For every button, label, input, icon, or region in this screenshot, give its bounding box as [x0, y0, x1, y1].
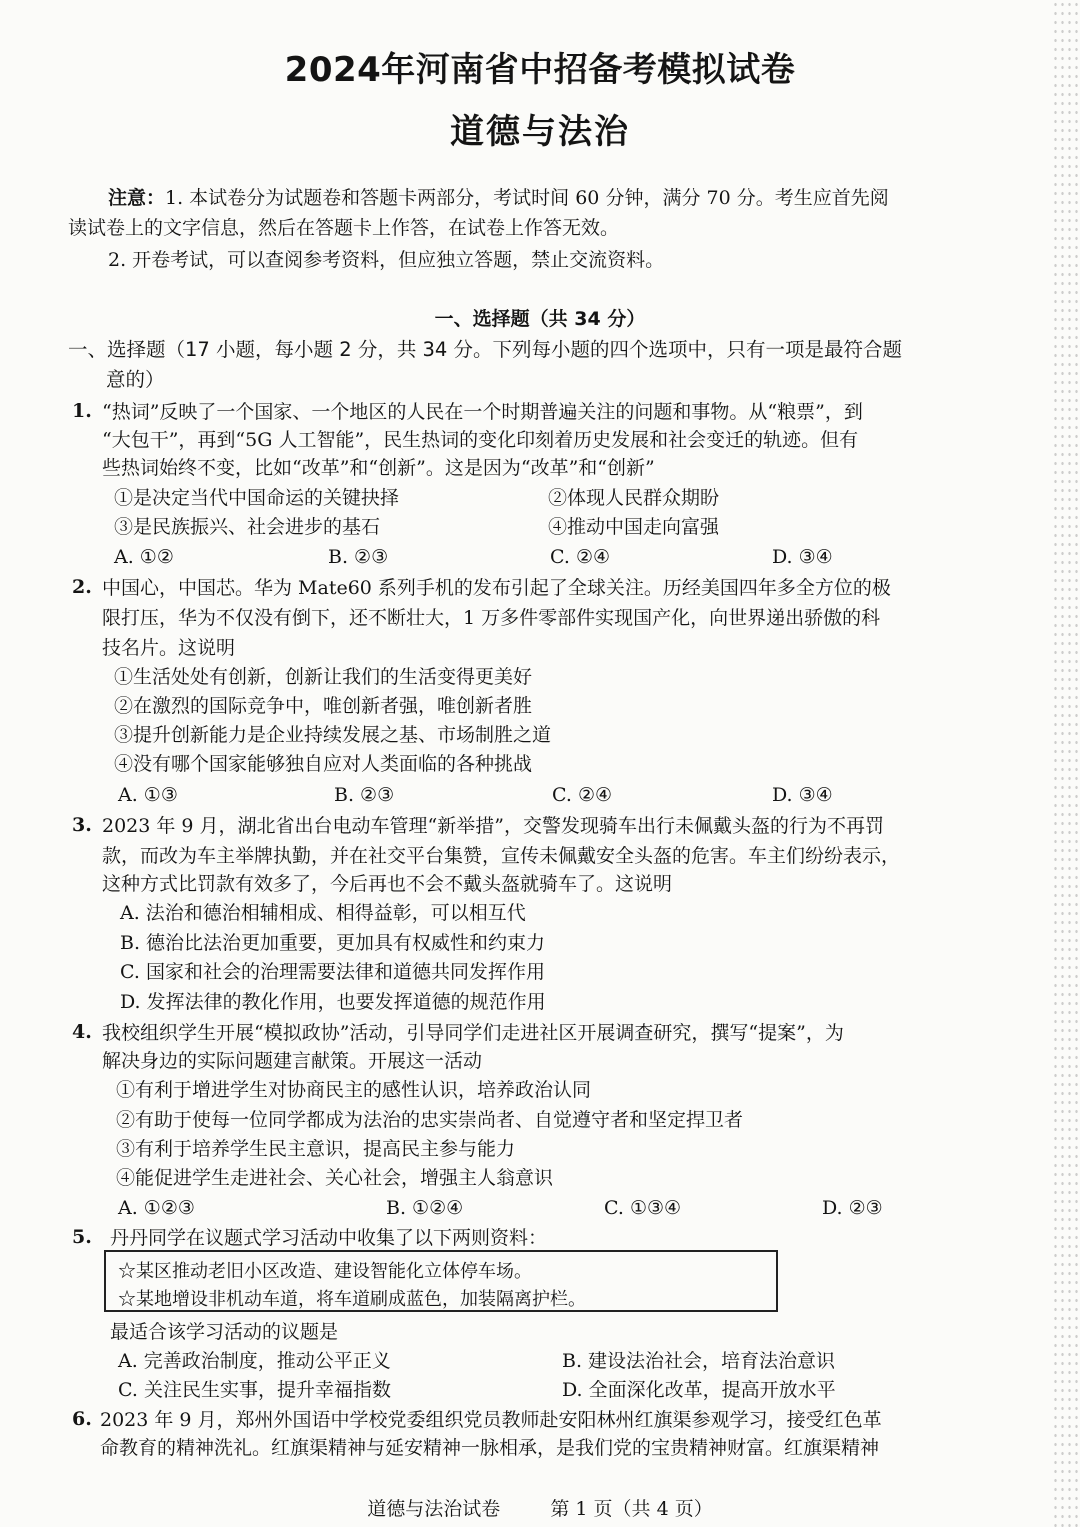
- choice: A. ①②: [114, 546, 174, 568]
- statement: ④推动中国走向富强: [548, 516, 720, 538]
- material-item: ☆某地增设非机动车道，将车道刷成蓝色，加装隔离护栏。: [118, 1289, 586, 1310]
- statement: ③有利于培养学生民主意识，提高民主参与能力: [116, 1138, 516, 1160]
- choice: A. ①③: [118, 784, 178, 806]
- choice: B. ①②④: [386, 1197, 464, 1219]
- question-1-line: “热词”反映了一个国家、一个地区的人民在一个时期普遍关注的问题和事物。从“粮票”，到: [102, 401, 863, 423]
- question-number: 2.: [72, 576, 92, 598]
- question-number: 4.: [72, 1021, 92, 1043]
- choice: C. ②④: [550, 546, 611, 568]
- notice-line-1: [108, 186, 889, 210]
- statement: ②体现人民群众期盼: [548, 487, 720, 509]
- question-1-line: 些热词始终不变，比如“改革”和“创新”。这是因为“改革”和“创新”: [102, 457, 655, 479]
- choice: A. ①②③: [118, 1197, 195, 1219]
- statement: ①有利于增进学生对协商民主的感性认识，培养政治认同: [116, 1079, 592, 1101]
- notice-line-2: 读试卷上的文字信息，然后在答题卡上作答，在试卷上作答无效。: [68, 217, 620, 239]
- footer-page-number: 第 1 页（共 4 页）: [550, 1498, 713, 1520]
- statement: ①是决定当代中国命运的关键抉择: [114, 487, 400, 509]
- statement: ③提升创新能力是企业持续发展之基、市场制胜之道: [114, 724, 552, 746]
- question-4-line: 解决身边的实际问题建言献策。开展这一活动: [102, 1050, 483, 1072]
- question-number: 6.: [72, 1408, 92, 1430]
- footer-subject: 道德与法治试卷: [367, 1498, 501, 1520]
- question-5-line: 丹丹同学在议题式学习活动中收集了以下两则资料：: [110, 1227, 548, 1249]
- question-3-line: 款，而改为车主举牌执勤，并在社交平台集赞，宣传未佩戴安全头盔的危害。车主们纷纷表示，: [102, 845, 901, 867]
- choice: A. 法治和德治相辅相成、相得益彰，可以相互代: [120, 902, 526, 924]
- question-number: 3.: [72, 814, 92, 836]
- choice: C. ①③④: [604, 1197, 682, 1219]
- question-4-line: 我校组织学生开展“模拟政协”活动，引导同学们走进社区开展调查研究，撰写“提案”，为: [102, 1022, 844, 1044]
- choice: D. 全面深化改革，提高开放水平: [562, 1379, 836, 1401]
- question-3-line: 2023 年 9 月，湖北省出台电动车管理“新举措”，交警发现骑车出行未佩戴头盔的行为不再罚: [102, 815, 884, 837]
- section-heading: 一、选择题（共 34 分）: [434, 308, 646, 330]
- material-box: [104, 1250, 778, 1312]
- choice: B. ②③: [328, 546, 389, 568]
- question-6-line: 2023 年 9 月，郑州外国语中学校党委组织党员教师赴安阳林州红旗渠参观学习，接受红色革: [100, 1409, 882, 1431]
- notice-item-2: 2. 开卷考试，可以查阅参考资料，但应独立答题，禁止交流资料。: [108, 249, 665, 271]
- exam-subject: 道德与法治: [450, 112, 630, 152]
- statement: ④能促进学生走进社会、关心社会，增强主人翁意识: [116, 1167, 554, 1189]
- question-number: 5.: [72, 1226, 92, 1248]
- choice: D. ②③: [822, 1197, 883, 1219]
- choice: A. 完善政治制度，推动公平正义: [118, 1350, 391, 1372]
- question-6-line: 命教育的精神洗礼。红旗渠精神与延安精神一脉相承，是我们党的宝贵精神财富。红旗渠精神: [100, 1437, 880, 1459]
- choice: C. 国家和社会的治理需要法律和道德共同发挥作用: [120, 961, 545, 983]
- statement: ②有助于使每一位同学都成为法治的忠实崇尚者、自觉遵守者和坚定捍卫者: [116, 1109, 744, 1131]
- question-3-line: 这种方式比罚款有效多了，今后再也不会不戴头盔就骑车了。这说明: [102, 873, 673, 895]
- choice: C. ②④: [552, 784, 613, 806]
- question-1-line: “大包干”，再到“5G 人工智能”，民生热词的变化印刻着历史发展和社会变迁的轨迹。但有: [102, 429, 859, 451]
- question-number: 1.: [72, 400, 92, 422]
- question-2-line: 技名片。这说明: [102, 637, 236, 659]
- choice: D. ③④: [772, 546, 833, 568]
- material-item: ☆某区推动老旧小区改造、建设智能化立体停车场。: [118, 1261, 532, 1282]
- choice: D. ③④: [772, 784, 833, 806]
- question-2-line: 限打压，华为不仅没有倒下，还不断壮大，1 万多件零部件实现国产化，向世界递出骄傲的科: [102, 607, 881, 629]
- scan-dot-edge: [1052, 0, 1080, 1527]
- exam-title: 2024年河南省中招备考模拟试卷: [284, 50, 796, 90]
- statement: ④没有哪个国家能够独自应对人类面临的各种挑战: [114, 753, 533, 775]
- notice-item-1: 1. 本试卷分为试题卷和答题卡两部分，考试时间 60 分钟，满分 70 分。考生应首先阅: [165, 187, 889, 209]
- choice: C. 关注民生实事，提升幸福指数: [118, 1379, 391, 1401]
- statement: ①生活处处有创新，创新让我们的生活变得更美好: [114, 666, 533, 688]
- notice-label: 注意：: [108, 187, 166, 209]
- choice: B. ②③: [334, 784, 395, 806]
- statement: ②在激烈的国际竞争中，唯创新者强，唯创新者胜: [114, 695, 533, 717]
- statement: ③是民族振兴、社会进步的基石: [114, 516, 381, 538]
- question-5-prompt: 最适合该学习活动的议题是: [110, 1321, 339, 1343]
- section-instruction-2: 意的）: [106, 368, 165, 391]
- section-instruction-1: 一、选择题（17 小题，每小题 2 分，共 34 分。下列每小题的四个选项中，只有一项是最符合题: [68, 338, 903, 361]
- question-2-line: 中国心，中国芯。华为 Mate60 系列手机的发布引起了全球关注。历经美国四年多全方位的极: [102, 577, 891, 599]
- choice: D. 发挥法律的教化作用，也要发挥道德的规范作用: [120, 991, 546, 1013]
- choice: B. 建设法治社会，培育法治意识: [562, 1350, 836, 1372]
- page-footer: [0, 1494, 1080, 1521]
- choice: B. 德治比法治更加重要，更加具有权威性和约束力: [120, 932, 546, 954]
